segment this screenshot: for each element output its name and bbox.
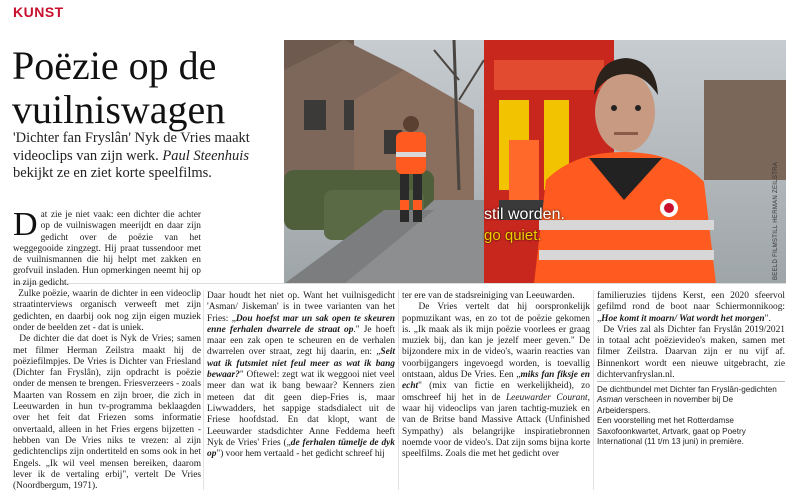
- article-photo: [284, 40, 786, 284]
- drop-cap: D: [13, 206, 38, 243]
- paragraph: ter ere van de stadsreiniging van Leeuwarden.: [402, 291, 575, 301]
- column-rule: [203, 290, 204, 490]
- body-column-4: familieruzies tijdens Kerst, een 2020 sfeervol gefilmd rond de boot naar Schiermonnikoog: „Hoe komt it moarn/ Wat wordt het morgen". De Vries zal als Dichter fan Fryslân 2019/2021 in totaal acht poëzievideo's maken, samen met filmer Zeilstra. Daarvan zijn er nu vijf af. Binnenkort wordt een nieuwe uitgebracht, zie dichtervanfryslan.nl.: [597, 291, 785, 381]
- intro-tail: bekijkt ze en ziet korte speelfilms.: [13, 165, 212, 181]
- intro: [13, 130, 281, 183]
- body-column-1: [13, 206, 201, 492]
- photo-illustration: [284, 40, 786, 284]
- body-column-3: ter ere van de stadsreiniging van Leeuwarden. De Vries vertelt dat hij oorspronkelijk popmuzikant was, en zo tot de poëzie gekomen is. „Ik maak als ik mijn poëzie voorlees er graag muziek bij, dan kan je jezelf meer geven." De bijzondere mix in de video's, waarin reacties van voorbijgangers ingevoegd worden, is toevallig ontstaan, aldus De Vries. Een „miks fan fiksje en echt" (mix van fictie en werkelijkheid), zo omschreef hij het in de Leeuwarder Courant, waar hij videoclips van jaren tachtig-muziek en van de Britse band Massive Attack (Unfinished Sympathy) als belangrijke inspiratiebronnen noemde voor de video's. Dat zijn soms bijna korte speelfilms. Zoals die met het gedicht over: [402, 291, 590, 460]
- intro-lead: 'Dichter fan Fryslân' Nyk de Vries maakt videoclips van zijn werk.: [13, 130, 250, 164]
- body-column-2: Daar houdt het niet op. Want het vuilnisgedicht 'Asman/ Jiskeman' is in twee varianten van het Fries: „Dou hoefst mar un sak open te skeuren enne ferhalen dwarrele de straat op." Je hoeft maar een zak open te scheuren en de verhalen dwarrelen over straat, zegt hij daarin, en: „Seit wat ik futsmiet niet feul meer as wat ik bang bewaar?" Oftewel: zegt wat ik weggooi niet veel meer dan wat ik bang bewaar? Kenners zien meteen dat dit geen diep-Fries is, maar Liwwadders, het sappige stadsdialect uit de Friese hoofdstad. En dat klopt, want de Leeuwarder stadsdichter Anne Feddema heeft Nyk de Vries' Fries („de ferhalen tümelje de dyk op") voor hem vertaald - het gedicht schreef hij: [207, 291, 395, 460]
- paragraph: De Vries zal als Dichter fan Fryslân 2019/2021 in totaal acht poëzievideo's maken, samen met filmer Zeilstra. Daarvan zijn er nu vijf af. Binnenkort wordt een nieuwe uitgebracht, zie dichtervanfryslan.nl.: [597, 324, 785, 381]
- subtitle-english: go quiet.: [484, 227, 542, 244]
- section-label: KUNST: [13, 4, 64, 20]
- paragraph: at zie je niet vaak: een dichter die achter op de vuilniswagen meerijdt en daar zijn gedicht over de poëzie van het weggegooide zingzegt. Hij praat tussendoor met de vuilnismannen die hij helpt met zakken en grofvuil insladen. Hun opmerkingen neemt hij op in zijn gedicht.: [13, 210, 201, 288]
- note-rule: [597, 381, 785, 382]
- photo-credit: BEELD FILMSTILL HERMAN ZEILSTRA: [773, 161, 779, 280]
- headline: Poëzie op de vuilniswagen: [12, 43, 226, 132]
- paragraph: De dichter die dat doet is Nyk de Vries; samen met filmer Herman Zeilstra maakt hij de poëziefilmpjes. De Vries is Dichter van Friesland (Dichter fan Fryslân), zijn opdracht is poëzie onder de mensen te brengen. Friesverzeers - zoals Maarten van Rossem en zijn broer, die zich in Leeuwarden in hun tv-programma beklaagden over het feit dat Friezen soms informatie onvertaald, alleen in het Fries ergens bijzetten - hebben van De Vries niks te vrezen: al zijn gedichtenclips zijn ondertiteld en soms ook in het Engels. „Ik wil veel mensen bereiken, daarom lever ik de vertaling erbij", vertelt De Vries (Noordbergum, 1971).: [13, 334, 201, 492]
- paragraph: Zulke poëzie, waarin de dichter in een videoclip straatinterviews organisch verweeft met zijn gedichten, en daarbij ook nog zijn eigen muziek onder de beelden zet - dat is uniek.: [13, 289, 201, 333]
- subtitle-dutch: stil worden.: [484, 206, 565, 223]
- column-rule: [593, 290, 594, 490]
- intro-author: Paul Steenhuis: [162, 147, 249, 164]
- column-rule: [398, 290, 399, 490]
- info-note: De dichtbundel met Dichter fan Fryslân-gedichten Asman verscheen in november bij De Arbeiderspers. Een voorstelling met het Rotterdamse Saxofoonkwartet, Artvark, gaat op Poetry International (11 t/m 13 juni) in première.: [597, 385, 777, 447]
